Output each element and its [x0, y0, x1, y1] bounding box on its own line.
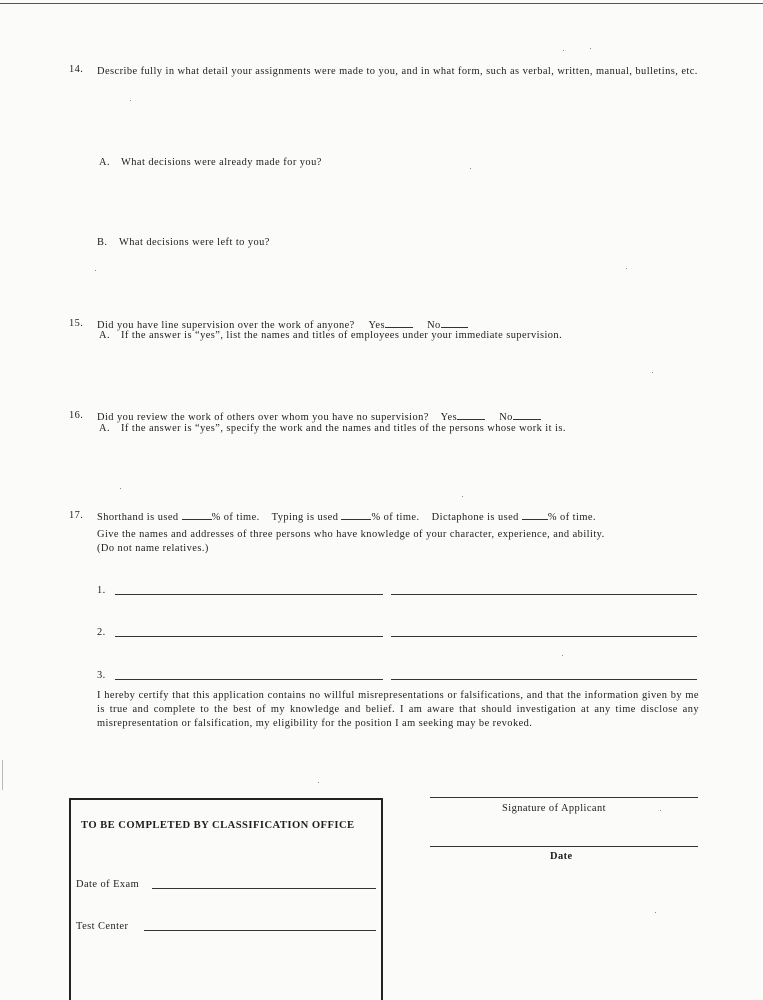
scan-speck: [562, 655, 563, 656]
q15-no-label: No: [427, 320, 441, 331]
q17-references-note: (Do not name relatives.): [97, 543, 209, 554]
office-box-title: TO BE COMPLETED BY CLASSIFICATION OFFICE: [81, 820, 355, 831]
scan-speck: [462, 496, 463, 497]
q14-a-label: A.: [99, 157, 111, 168]
scan-speck: [563, 50, 564, 51]
ref-1-address-line[interactable]: [391, 594, 697, 595]
classification-office-box: [69, 798, 383, 1000]
ref-2-address-line[interactable]: [391, 636, 697, 637]
scan-speck: [120, 488, 121, 489]
q16-line: [97, 410, 541, 423]
ref-label-2: 2.: [97, 627, 106, 638]
q17-references-text: Give the names and addresses of three persons who have knowledge of your character, experience, and ability.: [97, 529, 605, 540]
date-of-exam-line[interactable]: [152, 888, 376, 889]
q16-yes-blank[interactable]: [457, 410, 485, 420]
q16-a-text: If the answer is “yes”, specify the work and the names and titles of the persons whose work it is.: [121, 423, 566, 434]
top-page-rule: [0, 3, 763, 4]
q14-b-text: What decisions were left to you?: [119, 237, 270, 248]
q15-a-text: If the answer is “yes”, list the names and titles of employees under your immediate supervision.: [121, 330, 563, 341]
q16-number: 16.: [69, 410, 84, 421]
scan-speck: [2, 760, 3, 790]
q17-shorthand-pct: % of time.: [211, 512, 260, 523]
q15-no-blank[interactable]: [441, 318, 468, 328]
scan-speck: [130, 100, 131, 101]
ref-label-3: 3.: [97, 670, 106, 681]
q15-text: Did you have line supervision over the work of anyone?: [97, 320, 355, 331]
scan-speck: [652, 372, 653, 373]
test-center-label: Test Center: [76, 921, 129, 932]
q17-shorthand-label: Shorthand is used: [97, 512, 179, 523]
scan-speck: [655, 912, 656, 913]
q17-number: 17.: [69, 510, 84, 521]
scan-speck: [95, 270, 96, 271]
scan-speck: [660, 810, 661, 811]
q17-typing-label: Typing is used: [271, 512, 339, 523]
signature-line[interactable]: [430, 797, 698, 798]
ref-1-name-line[interactable]: [115, 594, 383, 595]
ref-3-address-line[interactable]: [391, 679, 697, 680]
scan-speck: [470, 168, 471, 169]
date-line[interactable]: [430, 846, 698, 847]
q16-text: Did you review the work of others over whom you have no supervision?: [97, 412, 429, 423]
q15-yes-blank[interactable]: [385, 318, 413, 328]
q16-no-label: No: [499, 412, 513, 423]
q17-dictaphone-blank[interactable]: [522, 510, 548, 520]
signature-label: Signature of Applicant: [502, 803, 606, 814]
q15-yes-label: Yes: [368, 320, 385, 331]
q16-a-label: A.: [99, 423, 111, 434]
q14-number: 14.: [69, 64, 84, 75]
q16-no-blank[interactable]: [513, 410, 541, 420]
q17-typing-pct: % of time.: [371, 512, 420, 523]
scan-speck: [590, 48, 591, 49]
test-center-line[interactable]: [144, 930, 376, 931]
q15-a-label: A.: [99, 330, 111, 341]
scan-speck: [626, 268, 627, 269]
ref-3-name-line[interactable]: [115, 679, 383, 680]
q14-text: Describe fully in what detail your assignments were made to you, and in what form, such as verbal, written, manual, bulletins, etc.: [97, 66, 698, 77]
q17-typing-blank[interactable]: [341, 510, 371, 520]
q17-dictaphone-pct: % of time.: [547, 512, 596, 523]
ref-2-name-line[interactable]: [115, 636, 383, 637]
date-label: Date: [550, 851, 573, 862]
q17-shorthand-blank[interactable]: [182, 510, 212, 520]
date-of-exam-label: Date of Exam: [76, 879, 140, 890]
q14-a-text: What decisions were already made for you?: [121, 157, 322, 168]
q17-usage-line: [97, 510, 596, 523]
certification-statement: I hereby certify that this application contains no willful misrepresentations or falsifications, and that the information given by me is true and complete to the best of my knowledge and belief. I am aware that should investigation at any time disclose any misrepresentation or falsification, my eligibility for the position I am seeking may be revoked.: [97, 690, 699, 729]
q14-b-label: B.: [97, 237, 108, 248]
scan-speck: [318, 782, 319, 783]
q17-dictaphone-label: Dictaphone is used: [431, 512, 519, 523]
ref-label-1: 1.: [97, 585, 106, 596]
q16-yes-label: Yes: [440, 412, 458, 423]
q15-number: 15.: [69, 318, 84, 329]
